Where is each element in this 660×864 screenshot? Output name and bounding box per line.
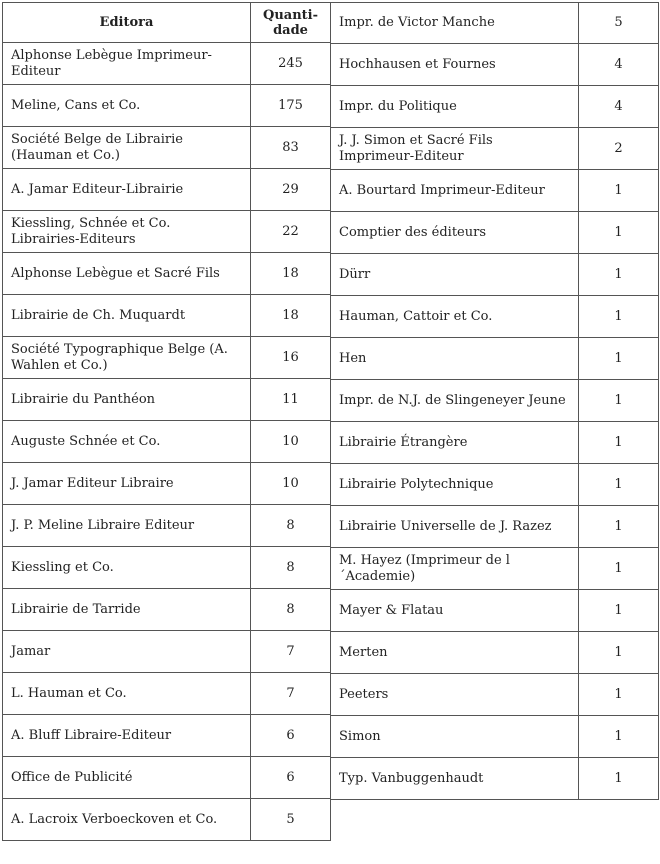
publisher-quantity: 8 [251, 505, 331, 547]
table-row [331, 128, 659, 170]
publishers-table-right [330, 2, 659, 800]
table-row [3, 85, 331, 127]
table-row [3, 631, 331, 673]
table-row [3, 463, 331, 505]
header-quantidade-part1: Quanti- [263, 7, 318, 23]
publisher-quantity: 7 [251, 631, 331, 673]
table-row [331, 590, 659, 632]
publisher-name: Simon [331, 716, 579, 758]
table-row [331, 254, 659, 296]
publisher-name: Librairie Universelle de J. Razez [331, 506, 579, 548]
publisher-quantity: 175 [251, 85, 331, 127]
publisher-name: Meline, Cans et Co. [3, 85, 251, 127]
publisher-quantity: 1 [579, 632, 659, 674]
publisher-quantity: 8 [251, 589, 331, 631]
publisher-quantity: 4 [579, 86, 659, 128]
publisher-name: Auguste Schnée et Co. [3, 421, 251, 463]
publisher-quantity: 5 [251, 799, 331, 841]
publisher-quantity: 1 [579, 212, 659, 254]
publisher-name: A. Jamar Editeur-Librairie [3, 169, 251, 211]
publisher-quantity: 18 [251, 295, 331, 337]
table-row [331, 3, 659, 44]
publisher-name: Typ. Vanbuggenhaudt [331, 758, 579, 800]
table-row [3, 799, 331, 841]
publisher-quantity: 22 [251, 211, 331, 253]
table-row [331, 548, 659, 590]
table-row [331, 758, 659, 800]
publisher-name: Jamar [3, 631, 251, 673]
publisher-name: Société Belge de Librairie (Hauman et Co.) [3, 127, 251, 169]
publisher-quantity: 11 [251, 379, 331, 421]
publisher-quantity: 245 [251, 43, 331, 85]
publisher-name: L. Hauman et Co. [3, 673, 251, 715]
publisher-name: Société Typographique Belge (A. Wahlen et Co.) [3, 337, 251, 379]
table-row [331, 632, 659, 674]
publisher-name: Librairie Étrangère [331, 422, 579, 464]
publisher-quantity: 29 [251, 169, 331, 211]
publisher-quantity: 83 [251, 127, 331, 169]
table-row [331, 380, 659, 422]
publisher-quantity: 1 [579, 254, 659, 296]
publisher-name: A. Bourtard Imprimeur-Editeur [331, 170, 579, 212]
publisher-name: Kiessling et Co. [3, 547, 251, 589]
publisher-name: Alphonse Lebègue Imprimeur-Editeur [3, 43, 251, 85]
publisher-name: A. Bluff Libraire-Editeur [3, 715, 251, 757]
table-row [3, 673, 331, 715]
publisher-quantity: 1 [579, 674, 659, 716]
publisher-name: Kiessling, Schnée et Co. Librairies-Editeurs [3, 211, 251, 253]
publisher-quantity: 1 [579, 170, 659, 212]
publisher-name: Hen [331, 338, 579, 380]
publisher-name: Hochhausen et Fournes [331, 44, 579, 86]
publisher-name: Impr. de Victor Manche [331, 3, 579, 44]
publisher-quantity: 1 [579, 758, 659, 800]
table-row [331, 86, 659, 128]
table-row [3, 211, 331, 253]
publisher-quantity: 1 [579, 548, 659, 590]
publisher-quantity: 18 [251, 253, 331, 295]
table-row [331, 674, 659, 716]
table-row [3, 169, 331, 211]
publishers-table-left [2, 2, 331, 841]
publisher-name: Alphonse Lebègue et Sacré Fils [3, 253, 251, 295]
table-row [331, 212, 659, 254]
publisher-name: Librairie Polytechnique [331, 464, 579, 506]
publisher-quantity: 1 [579, 590, 659, 632]
table-row [3, 337, 331, 379]
publisher-name: A. Lacroix Verboeckoven et Co. [3, 799, 251, 841]
header-quantidade-part2: dade [273, 22, 308, 38]
publisher-quantity: 10 [251, 421, 331, 463]
publisher-quantity: 4 [579, 44, 659, 86]
publisher-name: Mayer & Flatau [331, 590, 579, 632]
table-row [3, 547, 331, 589]
publisher-name: Librairie de Ch. Muquardt [3, 295, 251, 337]
table-row [331, 296, 659, 338]
publisher-quantity: 2 [579, 128, 659, 170]
table-row [331, 716, 659, 758]
publisher-quantity: 5 [579, 3, 659, 44]
publisher-quantity: 6 [251, 757, 331, 799]
table-row [3, 715, 331, 757]
table-row [3, 295, 331, 337]
table-row [3, 589, 331, 631]
publisher-name: J. P. Meline Libraire Editeur [3, 505, 251, 547]
publisher-quantity: 1 [579, 380, 659, 422]
publisher-name: Merten [331, 632, 579, 674]
publisher-name: J. Jamar Editeur Libraire [3, 463, 251, 505]
table-row [331, 338, 659, 380]
publisher-quantity: 6 [251, 715, 331, 757]
table-row [3, 43, 331, 85]
publisher-quantity: 1 [579, 716, 659, 758]
publisher-name: Peeters [331, 674, 579, 716]
table-row [3, 127, 331, 169]
publisher-quantity: 1 [579, 464, 659, 506]
table-row [331, 464, 659, 506]
publisher-name: Office de Publicité [3, 757, 251, 799]
table-row [3, 421, 331, 463]
publisher-name: Librairie du Panthéon [3, 379, 251, 421]
table-row [3, 253, 331, 295]
publisher-name: Librairie de Tarride [3, 589, 251, 631]
table-row [3, 379, 331, 421]
publisher-name: Impr. du Politique [331, 86, 579, 128]
table-row [331, 422, 659, 464]
table-row [331, 170, 659, 212]
table-row [331, 44, 659, 86]
publisher-quantity: 1 [579, 338, 659, 380]
table-row [3, 505, 331, 547]
publisher-quantity: 16 [251, 337, 331, 379]
publisher-quantity: 8 [251, 547, 331, 589]
publisher-name: M. Hayez (Imprimeur de l´Academie) [331, 548, 579, 590]
publisher-quantity: 1 [579, 422, 659, 464]
publisher-name: Impr. de N.J. de Slingeneyer Jeune [331, 380, 579, 422]
publisher-quantity: 1 [579, 296, 659, 338]
publisher-quantity: 10 [251, 463, 331, 505]
publisher-quantity: 1 [579, 506, 659, 548]
table-row [3, 757, 331, 799]
publisher-name: J. J. Simon et Sacré Fils Imprimeur-Editeur [331, 128, 579, 170]
header-quantidade [251, 3, 331, 43]
table-row [331, 506, 659, 548]
header-editora: Editora [3, 3, 251, 43]
publisher-quantity: 7 [251, 673, 331, 715]
publisher-name: Dürr [331, 254, 579, 296]
publisher-name: Comptier des éditeurs [331, 212, 579, 254]
publisher-name: Hauman, Cattoir et Co. [331, 296, 579, 338]
